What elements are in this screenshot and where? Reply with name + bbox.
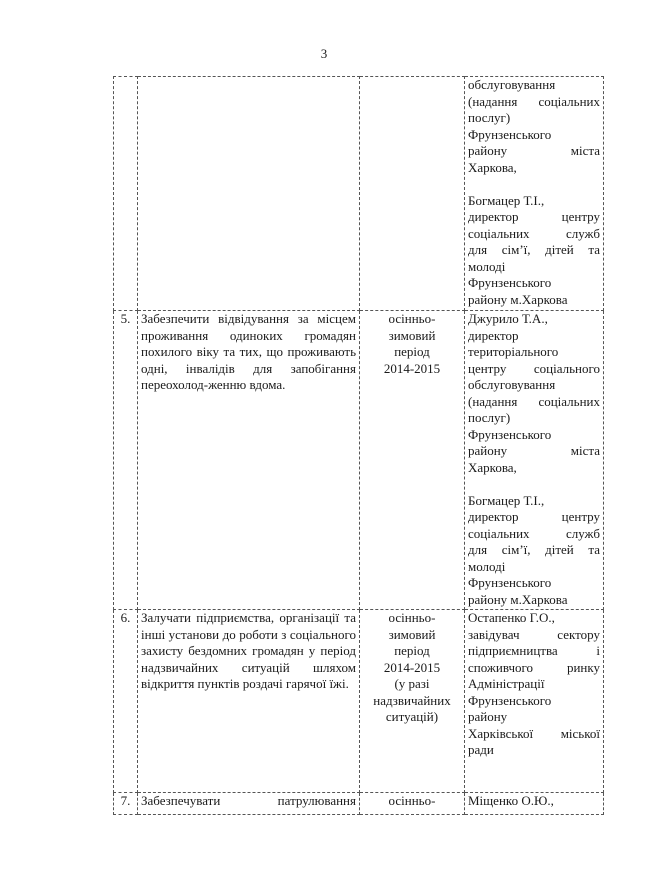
responsible-line: завідувач сектору bbox=[468, 626, 600, 642]
responsible-line: Богмацер Т.І., bbox=[468, 492, 545, 508]
responsible-line: району bbox=[468, 709, 508, 724]
responsible-line: Фрунзенського bbox=[468, 126, 552, 142]
term-cell bbox=[360, 311, 465, 610]
measures-table bbox=[113, 76, 604, 815]
responsible-line: підприємництва і bbox=[468, 643, 600, 658]
responsible-line: соціальних служб bbox=[468, 225, 600, 241]
responsible-line: для сім’ї, дітей та bbox=[468, 242, 600, 257]
responsible-line: ради bbox=[468, 742, 494, 757]
responsible-line: територіального bbox=[468, 344, 559, 359]
task-cell bbox=[138, 77, 360, 311]
responsible-line: Адміністрації bbox=[468, 676, 545, 691]
term-line: зимовий bbox=[388, 327, 436, 343]
responsible-line: (надання соціальних bbox=[468, 93, 600, 109]
responsible-line: споживчого ринку bbox=[468, 659, 600, 675]
responsible-line: Богмацер Т.І., bbox=[468, 192, 545, 208]
responsible-line: молоді bbox=[468, 258, 506, 274]
row-number: 5. bbox=[114, 311, 138, 610]
responsible-cell bbox=[465, 311, 604, 610]
responsible-line: Фрунзенського bbox=[468, 426, 552, 442]
responsible-gap bbox=[468, 176, 600, 193]
responsible-line: Фрунзенського bbox=[468, 275, 552, 290]
responsible-line: послуг) bbox=[468, 110, 511, 125]
responsible-line: Джурило Т.А., bbox=[468, 311, 548, 326]
term-line: 2014-2015 bbox=[383, 659, 441, 675]
responsible-line: району м.Харкова bbox=[468, 591, 568, 607]
responsible-line: директор центру bbox=[468, 509, 600, 524]
term-line: ситуацій) bbox=[385, 709, 439, 724]
responsible-line: для сім’ї, дітей та bbox=[468, 542, 600, 557]
responsible-line: Остапенко Г.О., bbox=[468, 610, 555, 625]
table-row bbox=[114, 793, 604, 815]
term-line: надзвичайних bbox=[373, 692, 451, 708]
responsible-line: центру соціального bbox=[468, 360, 600, 376]
responsible-cell bbox=[465, 610, 604, 793]
row-number: 6. bbox=[114, 610, 138, 793]
term-line: (у разі bbox=[394, 676, 430, 691]
responsible-line: обслуговування bbox=[468, 77, 556, 92]
responsible-cell bbox=[465, 793, 604, 815]
responsible-line: соціальних служб bbox=[468, 525, 600, 541]
term-cell bbox=[360, 77, 465, 311]
responsible-line: Харкова, bbox=[468, 459, 517, 475]
term-line: осінньо- bbox=[388, 610, 436, 625]
row-number: 7. bbox=[114, 793, 138, 815]
responsible-line: директор центру bbox=[468, 209, 600, 224]
responsible-line: району міста bbox=[468, 143, 600, 158]
term-line: осінньо- bbox=[388, 311, 436, 326]
responsible-line: послуг) bbox=[468, 410, 511, 425]
responsible-gap bbox=[468, 476, 600, 493]
page-number: 3 bbox=[320, 46, 328, 61]
responsible-line: району міста bbox=[468, 443, 600, 458]
term-line: осінньо- bbox=[388, 793, 436, 808]
responsible-cell bbox=[465, 77, 604, 311]
term-cell bbox=[360, 610, 465, 793]
responsible-line: молоді bbox=[468, 558, 506, 574]
row-number bbox=[114, 77, 138, 311]
task-cell: Залучати підприємства, організації та інші установи до роботи з соціального захисту бездомних громадян у період надзвичайних ситуацій шляхом відкриття пунктів роздачі гарячої їжі. bbox=[138, 610, 360, 793]
term-line: період bbox=[394, 344, 430, 359]
term-line: період bbox=[394, 643, 430, 658]
task-cell: Забезпечувати патрулювання bbox=[138, 793, 360, 815]
responsible-line: Фрунзенського bbox=[468, 692, 552, 708]
responsible-line: (надання соціальних bbox=[468, 393, 600, 409]
term-cell bbox=[360, 793, 465, 815]
table-row bbox=[114, 610, 604, 793]
responsible-line: Фрунзенського bbox=[468, 575, 552, 590]
term-line: 2014-2015 bbox=[383, 360, 441, 376]
responsible-line: району м.Харкова bbox=[468, 291, 568, 307]
responsible-line: обслуговування bbox=[468, 377, 556, 392]
responsible-line: Міщенко О.Ю., bbox=[468, 793, 554, 808]
task-cell: Забезпечити відвідування за місцем проживання одиноких громадян похилого віку та тих, що проживають одні, інвалідів для запобігання переохолод-женню вдома. bbox=[138, 311, 360, 610]
table-row bbox=[114, 77, 604, 311]
responsible-line: директор bbox=[468, 327, 519, 343]
term-line: зимовий bbox=[388, 626, 436, 642]
responsible-line: Харкова, bbox=[468, 159, 517, 175]
responsible-line: Харківської міської bbox=[468, 725, 600, 741]
table-row bbox=[114, 311, 604, 610]
